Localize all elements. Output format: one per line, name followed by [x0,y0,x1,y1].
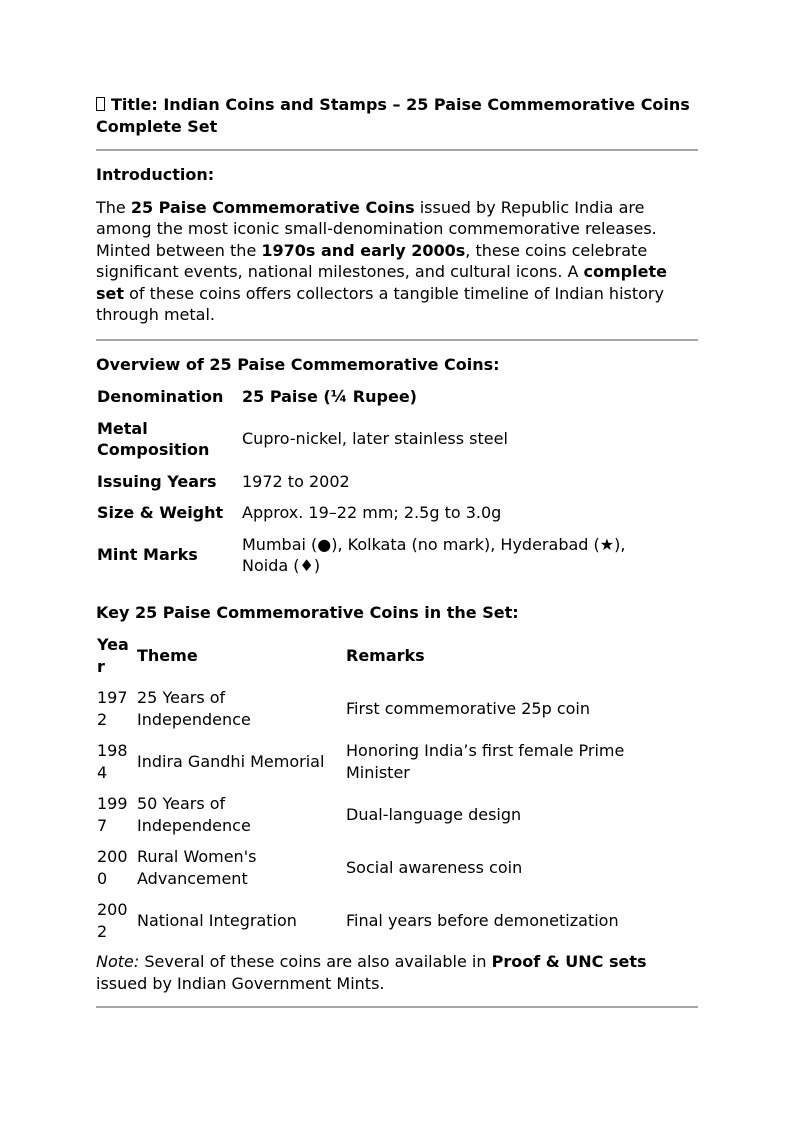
column-header-year: Year [97,635,129,676]
note-text: issued by Indian Government Mints. [96,973,385,993]
overview-label: Issuing Years [97,471,217,491]
coin-remarks: First commemorative 25p coin [346,698,591,718]
document-title [96,94,698,137]
section-divider [96,339,698,341]
section-divider [96,149,698,151]
introduction-paragraph [96,197,698,326]
overview-label: Mint Marks [97,545,198,565]
column-header-theme: Theme [137,645,198,665]
intro-bold: complete set [96,262,667,303]
document-page [96,94,698,1008]
overview-value: Approx. 19–22 mm; 2.5g to 3.0g [242,503,502,522]
table-header-row [96,629,656,682]
overview-label: Denomination [97,387,224,406]
key-coins-table [96,629,656,947]
coin-remarks: Social awareness coin [346,857,523,877]
coin-icon [96,97,105,111]
introduction-heading: Introduction: [96,165,215,184]
section-divider [96,1006,698,1008]
table-row [96,529,656,582]
coin-remarks: Honoring India’s first female Prime Minister [346,741,625,782]
intro-bold: 25 Paise Commemorative Coins [130,197,415,217]
overview-table [96,381,656,582]
document-title-text: Title: Indian Coins and Stamps – 25 Paise Commemorative Coins Complete Set [96,95,690,136]
intro-text: The [96,197,131,217]
table-row [96,381,656,413]
overview-value: 1972 to 2002 [242,471,350,491]
coin-year: 1997 [97,794,128,835]
table-row [96,682,656,735]
intro-bold: 1970s and early 2000s [261,240,466,260]
note-paragraph [96,951,698,994]
coin-theme: Rural Women's Advancement [137,847,257,888]
note-text: Several of these coins are also available in [139,952,492,971]
table-row [96,894,656,947]
coin-theme: National Integration [137,910,297,930]
intro-text: of these coins offers collectors a tangible timeline of Indian history through metal. [96,283,664,324]
column-header-remarks: Remarks [346,645,425,665]
coin-year: 2002 [97,900,128,941]
note-bold: Proof & UNC sets [491,952,647,971]
note-label: Note: [96,952,140,971]
coin-remarks: Dual-language design [346,804,522,824]
table-row [96,735,656,788]
coin-year: 1984 [97,741,128,782]
coin-theme: 50 Years of Independence [137,794,251,835]
overview-heading: Overview of 25 Paise Commemorative Coins: [96,354,500,374]
overview-value: Mumbai (●), Kolkata (no mark), Hyderabad (★), Noida (♦) [242,534,626,575]
coin-theme: Indira Gandhi Memorial [137,751,325,771]
table-row [96,466,656,498]
overview-label: Size & Weight [97,503,224,522]
overview-value: Cupro-nickel, later stainless steel [242,429,508,449]
intro-text: , these coins celebrate significant events, national milestones, and cultural icons. A [96,240,648,281]
table-row [96,413,656,466]
key-coins-heading: Key 25 Paise Commemorative Coins in the Set: [96,602,519,622]
intro-text: issued by Republic India are among the most iconic small-denomination commemorative releases. Minted between the [96,197,657,260]
overview-label: Metal Composition [97,418,210,459]
table-row [96,841,656,894]
table-row [96,788,656,841]
overview-value: 25 Paise (¼ Rupee) [242,387,417,406]
table-row [96,497,656,529]
coin-theme: 25 Years of Independence [137,688,251,729]
coin-year: 1972 [97,688,128,729]
coin-year: 2000 [97,847,128,888]
coin-remarks: Final years before demonetization [346,910,619,930]
